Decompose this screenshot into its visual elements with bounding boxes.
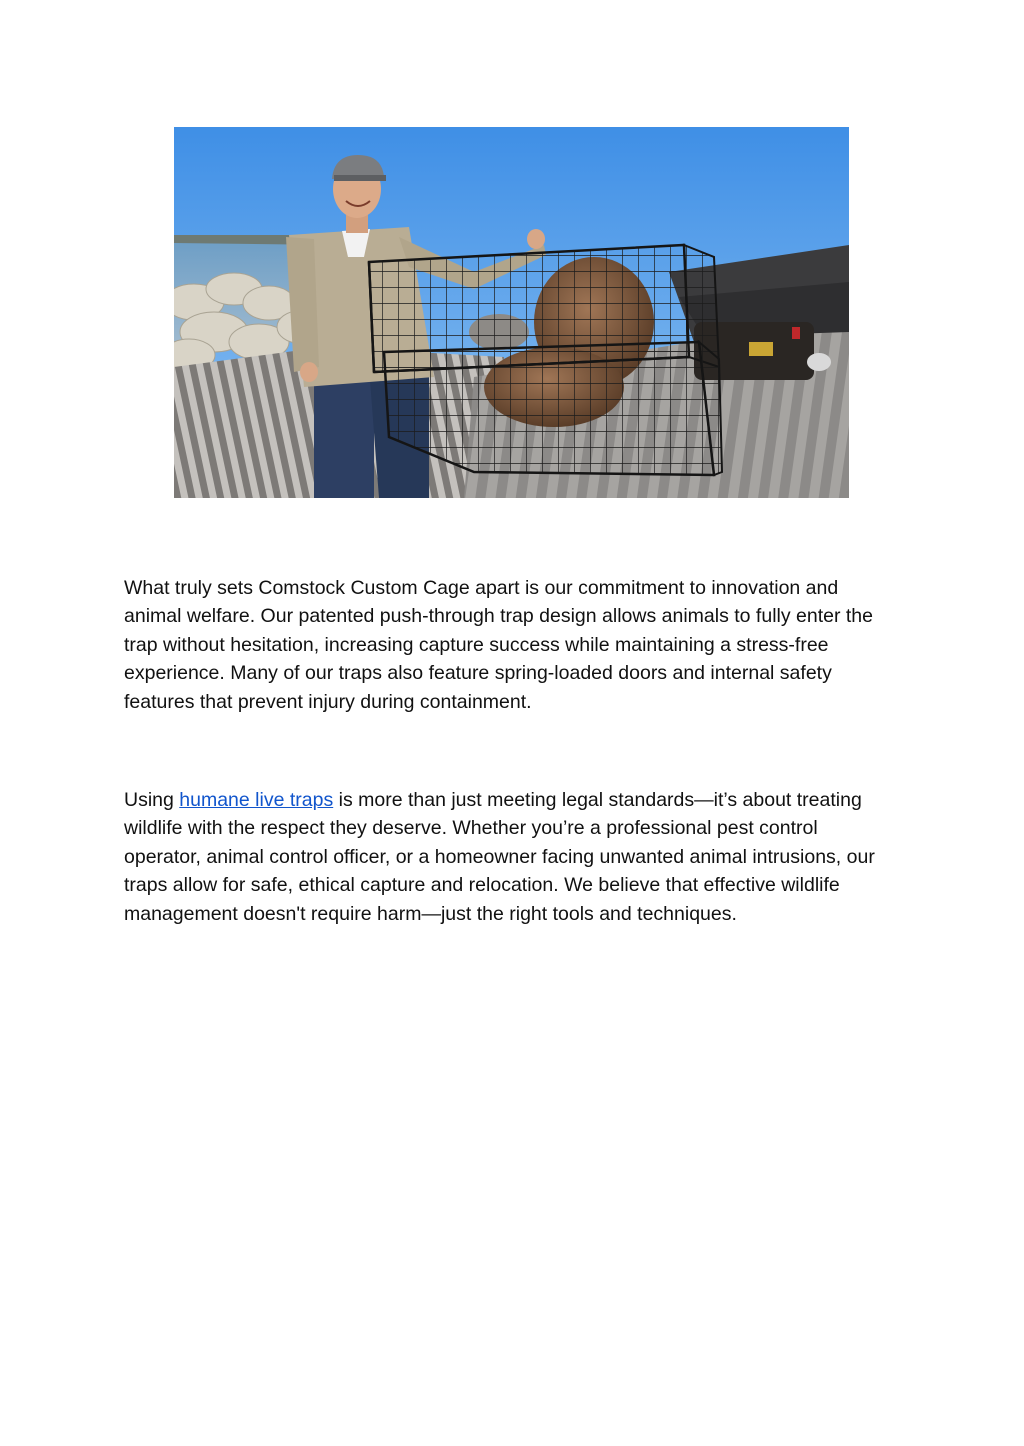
paragraph-humane-traps-lead: Using: [124, 789, 180, 811]
humane-live-traps-link[interactable]: humane live traps: [179, 789, 334, 811]
paragraph-innovation-text: What truly sets Comstock Custom Cage apart is our commitment to innovation and animal welfare. Our patented push-through trap design allows animals to fully enter the trap without hesitation, increasing capture success while maintaining a stress-free experience. Many of our traps also feature spring-loaded doors and internal safety features that prevent injury during containment.: [124, 577, 873, 713]
paragraph-humane-traps-rest: is more than just meeting legal standards—it’s about treating wildlife with the respect they deserve. Whether you’re a professional pest control operator, animal control officer, or a homeowner facing unwanted animal intrusions, our traps allow for safe, ethical capture and relocation. We believe that effective wildlife management doesn't require harm—just the right tools and techniques.: [124, 789, 875, 925]
cage-trap-photo: [174, 127, 849, 498]
paragraph-humane-traps: [124, 786, 894, 928]
paragraph-innovation: [124, 574, 894, 716]
photo-illustration: [174, 127, 849, 498]
